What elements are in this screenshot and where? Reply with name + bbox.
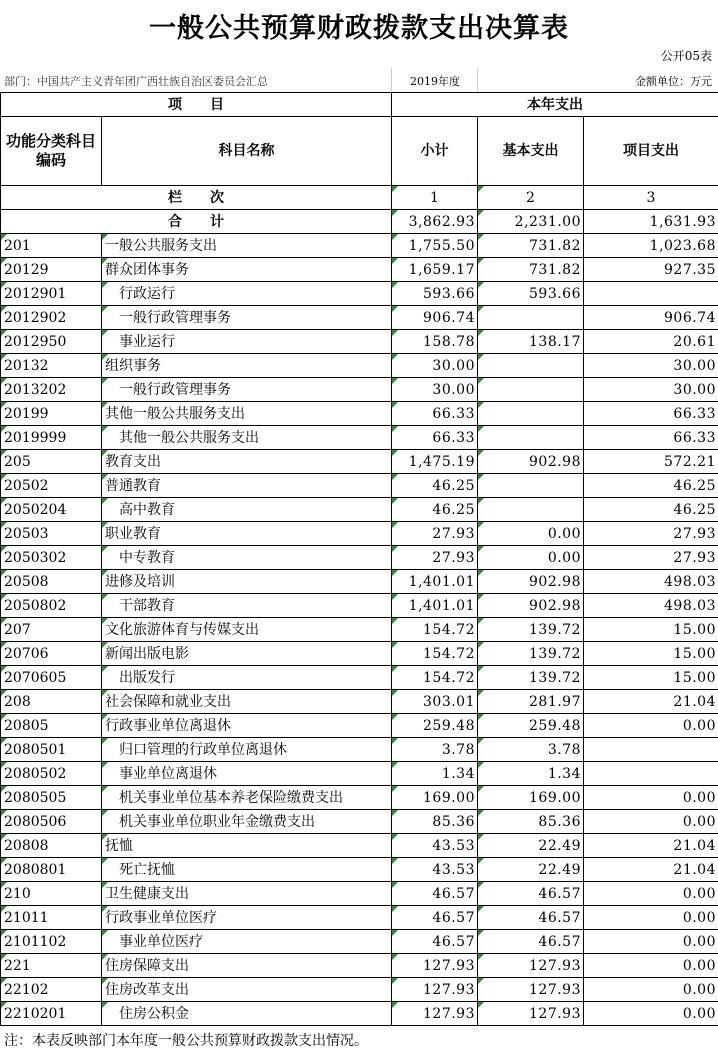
- row-project: 0.00: [584, 978, 718, 1002]
- column-number: 3: [584, 186, 718, 210]
- row-basic: [478, 306, 584, 330]
- row-code: 2019999: [1, 426, 102, 450]
- row-basic: [478, 354, 584, 378]
- row-project: 0.00: [584, 954, 718, 978]
- row-name: 文化旅游体育与传媒支出: [102, 618, 392, 642]
- column-number: 2: [478, 186, 584, 210]
- row-subtotal: 30.00: [392, 354, 478, 378]
- row-name: 组织事务: [102, 354, 392, 378]
- row-subtotal: 85.36: [392, 810, 478, 834]
- project-column-header: 项目支出: [584, 117, 718, 186]
- row-project: 906.74: [584, 306, 718, 330]
- table-row: [1, 930, 718, 954]
- row-subtotal: 259.48: [392, 714, 478, 738]
- row-name: 事业运行: [102, 330, 392, 354]
- table-row: [1, 858, 718, 882]
- row-project: 27.93: [584, 546, 718, 570]
- row-code: 2210201: [1, 1002, 102, 1026]
- row-name: 普通教育: [102, 474, 392, 498]
- row-name: 机关事业单位基本养老保险缴费支出: [102, 786, 392, 810]
- table-row: [1, 738, 718, 762]
- row-subtotal: 1.34: [392, 762, 478, 786]
- row-basic: 593.66: [478, 282, 584, 306]
- row-name: 事业单位离退休: [102, 762, 392, 786]
- row-basic: 46.57: [478, 882, 584, 906]
- row-project: 15.00: [584, 666, 718, 690]
- table-row: [1, 594, 718, 618]
- row-basic: 127.93: [478, 978, 584, 1002]
- row-project: 0.00: [584, 906, 718, 930]
- row-subtotal: 154.72: [392, 642, 478, 666]
- table-row: [1, 714, 718, 738]
- total-subtotal: 3,862.93: [392, 210, 478, 234]
- row-name: 住房保障支出: [102, 954, 392, 978]
- row-code: 2101102: [1, 930, 102, 954]
- table-row: [1, 258, 718, 282]
- row-basic: [478, 474, 584, 498]
- row-code: 2070605: [1, 666, 102, 690]
- table-row: [1, 522, 718, 546]
- table-row: [1, 474, 718, 498]
- row-basic: 127.93: [478, 954, 584, 978]
- table-row: [1, 402, 718, 426]
- row-basic: [478, 426, 584, 450]
- table-row: [1, 354, 718, 378]
- table-row: [1, 426, 718, 450]
- table-row: [1, 618, 718, 642]
- row-subtotal: 154.72: [392, 666, 478, 690]
- row-basic: 259.48: [478, 714, 584, 738]
- table-row: [1, 834, 718, 858]
- column-number-label: 栏 次: [1, 186, 392, 210]
- row-subtotal: 906.74: [392, 306, 478, 330]
- row-basic: 22.49: [478, 834, 584, 858]
- column-number: 1: [392, 186, 478, 210]
- row-code: 205: [1, 450, 102, 474]
- row-code: 221: [1, 954, 102, 978]
- row-basic: 902.98: [478, 570, 584, 594]
- row-basic: 3.78: [478, 738, 584, 762]
- row-code: 20502: [1, 474, 102, 498]
- row-name: 其他一般公共服务支出: [102, 426, 392, 450]
- row-subtotal: 46.57: [392, 882, 478, 906]
- row-name: 抚恤: [102, 834, 392, 858]
- row-subtotal: 127.93: [392, 954, 478, 978]
- total-row: [1, 210, 718, 234]
- row-name: 行政事业单位医疗: [102, 906, 392, 930]
- row-basic: 0.00: [478, 546, 584, 570]
- row-code: 2080501: [1, 738, 102, 762]
- row-code: 208: [1, 690, 102, 714]
- table-row: [1, 450, 718, 474]
- total-project: 1,631.93: [584, 210, 718, 234]
- table-body: [1, 234, 718, 1026]
- row-project: 66.33: [584, 402, 718, 426]
- row-name: 死亡抚恤: [102, 858, 392, 882]
- row-code: 20129: [1, 258, 102, 282]
- row-name: 行政事业单位离退休: [102, 714, 392, 738]
- row-basic: 22.49: [478, 858, 584, 882]
- table-row: [1, 378, 718, 402]
- table-row: [1, 882, 718, 906]
- unit-label: 金额单位：万元: [635, 75, 712, 88]
- divider: [477, 68, 478, 92]
- row-name: 一般公共服务支出: [102, 234, 392, 258]
- row-project: 0.00: [584, 714, 718, 738]
- row-name: 新闻出版电影: [102, 642, 392, 666]
- row-subtotal: 43.53: [392, 858, 478, 882]
- row-code: 2080505: [1, 786, 102, 810]
- row-name: 住房公积金: [102, 1002, 392, 1026]
- row-basic: [478, 378, 584, 402]
- row-subtotal: 30.00: [392, 378, 478, 402]
- row-code: 2050802: [1, 594, 102, 618]
- basic-column-header: 基本支出: [478, 117, 584, 186]
- row-subtotal: 27.93: [392, 522, 478, 546]
- row-basic: 0.00: [478, 522, 584, 546]
- department-label: 部门：中国共产主义青年团广西壮族自治区委员会汇总: [4, 75, 268, 88]
- row-subtotal: 1,755.50: [392, 234, 478, 258]
- row-project: 20.61: [584, 330, 718, 354]
- year-label: 2019年度: [410, 75, 460, 88]
- row-subtotal: 46.25: [392, 498, 478, 522]
- row-code: 21011: [1, 906, 102, 930]
- row-name: 高中教育: [102, 498, 392, 522]
- row-basic: 138.17: [478, 330, 584, 354]
- table-row: [1, 1002, 718, 1026]
- row-code: 2012901: [1, 282, 102, 306]
- row-project: 15.00: [584, 618, 718, 642]
- column-number-row: [1, 186, 718, 210]
- row-project: 21.04: [584, 858, 718, 882]
- row-project: 0.00: [584, 1002, 718, 1026]
- row-name: 社会保障和就业支出: [102, 690, 392, 714]
- row-project: 498.03: [584, 570, 718, 594]
- row-name: 群众团体事务: [102, 258, 392, 282]
- table-row: [1, 954, 718, 978]
- row-name: 职业教育: [102, 522, 392, 546]
- table-row: [1, 234, 718, 258]
- row-name: 机关事业单位职业年金缴费支出: [102, 810, 392, 834]
- row-code: 2013202: [1, 378, 102, 402]
- row-code: 2080801: [1, 858, 102, 882]
- row-subtotal: 1,475.19: [392, 450, 478, 474]
- row-code: 20503: [1, 522, 102, 546]
- row-basic: 902.98: [478, 594, 584, 618]
- row-name: 干部教育: [102, 594, 392, 618]
- row-subtotal: 66.33: [392, 402, 478, 426]
- row-subtotal: 27.93: [392, 546, 478, 570]
- row-basic: [478, 402, 584, 426]
- row-code: 2012902: [1, 306, 102, 330]
- table-row: [1, 666, 718, 690]
- name-column-header: 科目名称: [102, 117, 392, 186]
- table-row: [1, 306, 718, 330]
- info-bar: [0, 68, 718, 92]
- row-name: 住房改革支出: [102, 978, 392, 1002]
- table-row: [1, 762, 718, 786]
- row-project: 27.93: [584, 522, 718, 546]
- row-project: 30.00: [584, 354, 718, 378]
- row-project: 46.25: [584, 474, 718, 498]
- row-name: 归口管理的行政单位离退休: [102, 738, 392, 762]
- row-name: 其他一般公共服务支出: [102, 402, 392, 426]
- table-row: [1, 498, 718, 522]
- row-name: 卫生健康支出: [102, 882, 392, 906]
- row-project: 21.04: [584, 834, 718, 858]
- row-project: [584, 738, 718, 762]
- row-subtotal: 127.93: [392, 978, 478, 1002]
- row-project: 21.04: [584, 690, 718, 714]
- row-project: 498.03: [584, 594, 718, 618]
- form-number: 公开05表: [660, 49, 712, 63]
- row-subtotal: 169.00: [392, 786, 478, 810]
- table-row: [1, 786, 718, 810]
- row-subtotal: 46.25: [392, 474, 478, 498]
- row-subtotal: 593.66: [392, 282, 478, 306]
- row-project: [584, 282, 718, 306]
- total-label: 合 计: [1, 210, 392, 234]
- row-basic: 139.72: [478, 666, 584, 690]
- table-row: [1, 570, 718, 594]
- row-basic: 902.98: [478, 450, 584, 474]
- row-basic: 139.72: [478, 642, 584, 666]
- header-row: [1, 117, 718, 186]
- row-code: 20199: [1, 402, 102, 426]
- row-name: 进修及培训: [102, 570, 392, 594]
- row-code: 2012950: [1, 330, 102, 354]
- row-code: 20508: [1, 570, 102, 594]
- row-subtotal: 154.72: [392, 618, 478, 642]
- header-row: [1, 93, 718, 117]
- expense-table: [0, 92, 718, 1026]
- row-name: 行政运行: [102, 282, 392, 306]
- row-project: 0.00: [584, 786, 718, 810]
- row-name: 事业单位医疗: [102, 930, 392, 954]
- row-project: 572.21: [584, 450, 718, 474]
- table-row: [1, 810, 718, 834]
- row-name: 一般行政管理事务: [102, 306, 392, 330]
- row-project: [584, 762, 718, 786]
- row-code: 2050302: [1, 546, 102, 570]
- annual-expense-header: 本年支出: [392, 93, 718, 117]
- row-basic: 281.97: [478, 690, 584, 714]
- subtotal-column-header: 小计: [392, 117, 478, 186]
- row-basic: 731.82: [478, 258, 584, 282]
- row-code: 2050204: [1, 498, 102, 522]
- row-project: 0.00: [584, 882, 718, 906]
- row-project: 0.00: [584, 810, 718, 834]
- row-code: 2080506: [1, 810, 102, 834]
- row-code: 210: [1, 882, 102, 906]
- row-subtotal: 46.57: [392, 930, 478, 954]
- table-row: [1, 282, 718, 306]
- row-basic: 1.34: [478, 762, 584, 786]
- row-name: 中专教育: [102, 546, 392, 570]
- table-row: [1, 906, 718, 930]
- table-row: [1, 690, 718, 714]
- row-project: 15.00: [584, 642, 718, 666]
- row-subtotal: 46.57: [392, 906, 478, 930]
- row-project: 0.00: [584, 930, 718, 954]
- row-project: 66.33: [584, 426, 718, 450]
- total-basic: 2,231.00: [478, 210, 584, 234]
- row-code: 20132: [1, 354, 102, 378]
- row-code: 2080502: [1, 762, 102, 786]
- table-row: [1, 330, 718, 354]
- row-subtotal: 303.01: [392, 690, 478, 714]
- code-column-header: 功能分类科目编码: [1, 117, 102, 186]
- row-project: 1,023.68: [584, 234, 718, 258]
- row-basic: 169.00: [478, 786, 584, 810]
- row-subtotal: 66.33: [392, 426, 478, 450]
- row-code: 201: [1, 234, 102, 258]
- row-basic: 85.36: [478, 810, 584, 834]
- row-code: 207: [1, 618, 102, 642]
- row-basic: 46.57: [478, 930, 584, 954]
- row-project: 927.35: [584, 258, 718, 282]
- row-subtotal: 1,401.01: [392, 570, 478, 594]
- row-code: 22102: [1, 978, 102, 1002]
- row-basic: 46.57: [478, 906, 584, 930]
- page-title: 一般公共预算财政拨款支出决算表: [149, 13, 569, 44]
- row-subtotal: 1,659.17: [392, 258, 478, 282]
- row-basic: 731.82: [478, 234, 584, 258]
- row-subtotal: 158.78: [392, 330, 478, 354]
- table-row: [1, 546, 718, 570]
- row-code: 20808: [1, 834, 102, 858]
- row-project: 30.00: [584, 378, 718, 402]
- footnote: 注：本表反映部门本年度一般公共预算财政拨款支出情况。: [4, 1033, 368, 1049]
- row-name: 教育支出: [102, 450, 392, 474]
- row-code: 20706: [1, 642, 102, 666]
- row-basic: 127.93: [478, 1002, 584, 1026]
- row-project: 46.25: [584, 498, 718, 522]
- row-subtotal: 43.53: [392, 834, 478, 858]
- item-header: 项 目: [1, 93, 392, 117]
- row-subtotal: 127.93: [392, 1002, 478, 1026]
- row-name: 一般行政管理事务: [102, 378, 392, 402]
- row-basic: [478, 498, 584, 522]
- row-subtotal: 3.78: [392, 738, 478, 762]
- row-basic: 139.72: [478, 618, 584, 642]
- row-subtotal: 1,401.01: [392, 594, 478, 618]
- row-code: 20805: [1, 714, 102, 738]
- row-name: 出版发行: [102, 666, 392, 690]
- table-row: [1, 642, 718, 666]
- table-row: [1, 978, 718, 1002]
